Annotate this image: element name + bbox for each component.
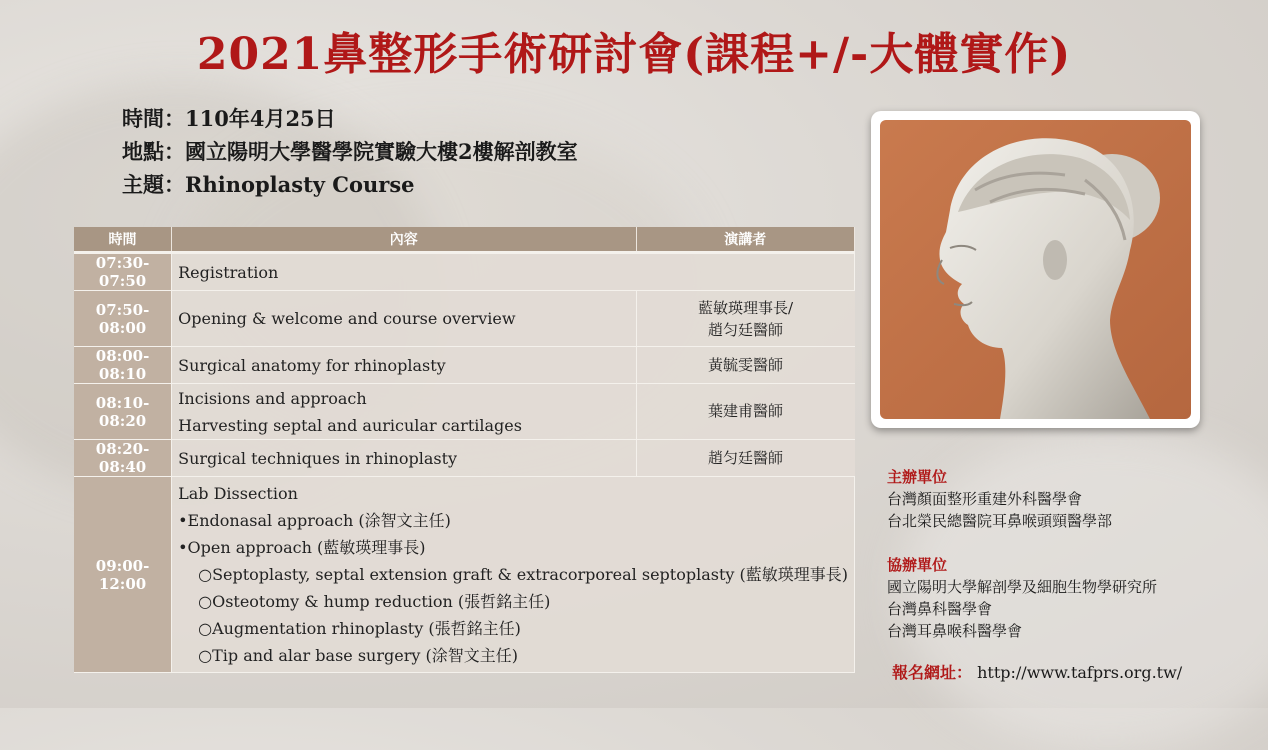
speaker-line: 葉建甫醫師 (707, 402, 783, 420)
schedule-table (74, 227, 855, 673)
row-time: 07:50-08:00 (74, 291, 172, 347)
table-row (74, 440, 855, 477)
co-host-item: 國立陽明大學解剖學及細胞生物學研究所 (887, 578, 1158, 596)
registration-url[interactable]: http://www.tafprs.org.tw/ (977, 663, 1183, 682)
host-heading: 主辦單位 (887, 468, 948, 486)
content-line: ○Augmentation rhinoplasty (張哲銘主任) (198, 619, 521, 638)
row-speaker (636, 440, 855, 477)
row-time: 08:10-08:20 (74, 384, 172, 440)
page-title: 2021鼻整形手術研討會(課程+/-大體實作) (196, 29, 1072, 80)
content-line: Opening & welcome and course overview (178, 309, 516, 328)
co-host-item: 台灣耳鼻喉科醫學會 (887, 622, 1023, 640)
row-content (172, 384, 636, 440)
host-item: 台北榮民總醫院耳鼻喉頭頸醫學部 (887, 512, 1113, 530)
table-row (74, 347, 855, 384)
speaker-line: 黃毓雯醫師 (707, 355, 783, 374)
speaker-line: 趙匀廷醫師 (707, 320, 783, 339)
info-time-row (122, 102, 578, 135)
content-line: ○Tip and alar base surgery (涂智文主任) (198, 646, 518, 665)
row-time: 08:00-08:10 (74, 347, 172, 384)
speaker-line: 藍敏瑛理事長/ (697, 298, 794, 317)
info-topic-row (122, 168, 578, 201)
info-place-value: 國立陽明大學醫學院實驗大樓2樓解剖教室 (185, 139, 578, 164)
row-time: 08:20-08:40 (74, 440, 172, 477)
info-place-label: 地點： (122, 139, 185, 164)
header-time: 時間 (74, 227, 172, 253)
table-row (74, 384, 855, 440)
row-content (172, 253, 855, 291)
header-speaker: 演講者 (636, 227, 855, 253)
content-line: Harvesting septal and auricular cartilages (178, 415, 522, 435)
row-speaker (636, 347, 855, 384)
host-item: 台灣顏面整形重建外科醫學會 (887, 490, 1083, 508)
info-place-row (122, 135, 578, 168)
row-content (172, 347, 636, 384)
speaker-line: 趙匀廷醫師 (707, 448, 783, 467)
row-speaker (636, 291, 855, 347)
info-time-value: 110年4月25日 (185, 106, 336, 131)
content-line: Lab Dissection (178, 484, 298, 503)
co-host-heading: 協辦單位 (887, 556, 948, 574)
co-host-item: 台灣鼻科醫學會 (887, 600, 993, 618)
content-line: ○Septoplasty, septal extension graft & extracorporeal septoplasty (藍敏瑛理事長) (198, 565, 848, 584)
row-time: 09:00-12:00 (74, 477, 172, 673)
row-content (172, 440, 636, 477)
content-line: Registration (178, 262, 279, 282)
row-time: 07:30-07:50 (74, 253, 172, 291)
content-line: Surgical anatomy for rhinoplasty (178, 355, 446, 375)
table-row (74, 253, 855, 291)
row-content (172, 477, 855, 673)
sculpture-photo (871, 111, 1200, 428)
content-line: •Open approach (藍敏瑛理事長) (178, 538, 426, 557)
schedule-header-row (74, 227, 855, 253)
row-speaker (636, 384, 855, 440)
row-content (172, 291, 636, 347)
event-info (122, 102, 578, 201)
info-topic-value: Rhinoplasty Course (185, 172, 415, 197)
registration-label: 報名網址： (892, 663, 973, 682)
content-line: Incisions and approach (178, 388, 367, 408)
sculpture-head-image (880, 120, 1191, 419)
content-line: ○Osteotomy & hump reduction (張哲銘主任) (198, 592, 551, 611)
info-topic-label: 主題： (122, 172, 185, 197)
table-row (74, 477, 855, 673)
content-line: •Endonasal approach (涂智文主任) (178, 511, 451, 530)
registration (892, 660, 1182, 683)
header-content: 內容 (172, 227, 636, 253)
content-line: Surgical techniques in rhinoplasty (178, 448, 458, 468)
table-row (74, 291, 855, 347)
info-time-label: 時間： (122, 106, 185, 131)
organizers-panel (887, 466, 1157, 642)
